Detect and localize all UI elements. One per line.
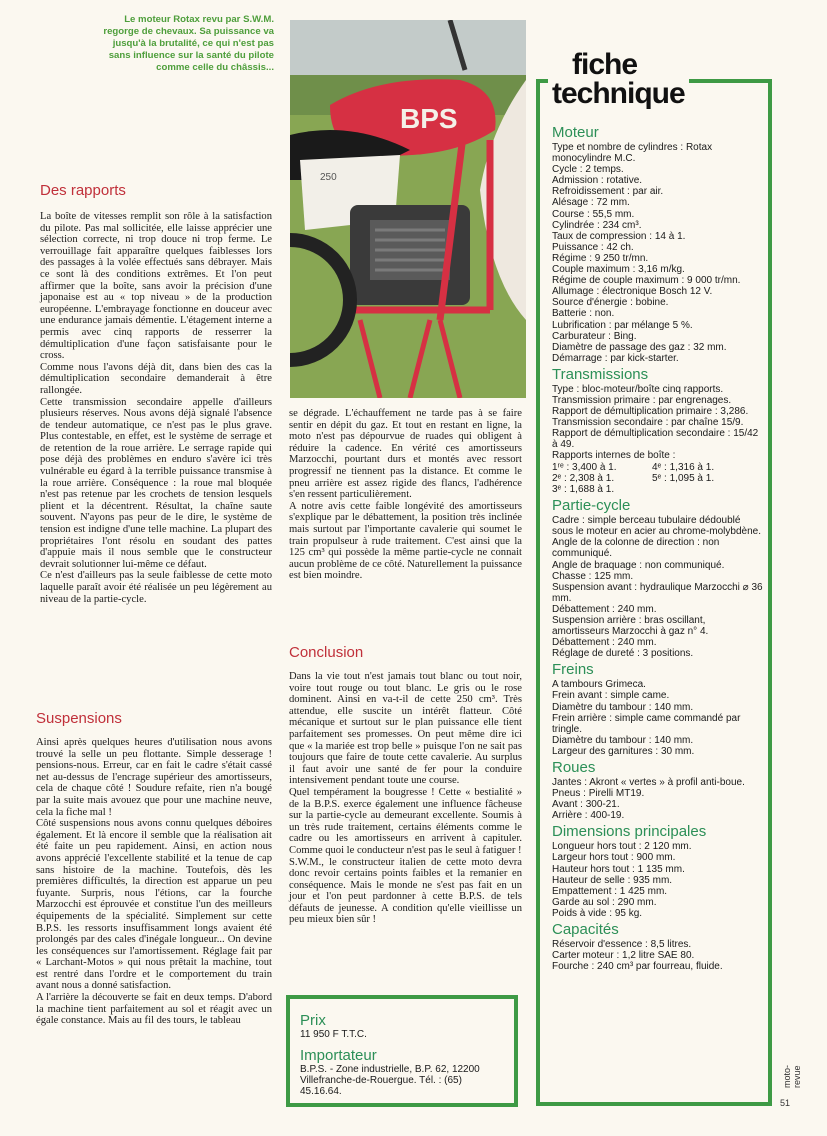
spec-item: Lubrification : par mélange 5 %. (552, 319, 693, 331)
spec-item: Cadre : simple berceau tubulaire dédoublé sous le moteur en acier au chrome-molybdène. (552, 515, 761, 538)
moteur-list (552, 142, 764, 364)
spec-item: Rapport de démultiplication primaire : 3,286. (552, 406, 749, 418)
spec-item: Démarrage : par kick-starter. (552, 352, 679, 364)
transmissions-title: Transmissions (552, 365, 649, 383)
section-rapports (40, 182, 272, 605)
spec-item: Rapports internes de boîte : (552, 450, 676, 462)
page-number: 51 (780, 1098, 791, 1108)
partie-cycle-title: Partie-cycle (552, 497, 631, 515)
fiche-content (552, 122, 764, 972)
fiche-technique-title (548, 50, 689, 108)
spec-item: Diamètre de passage des gaz : 32 mm. (552, 341, 727, 353)
spec-item: Fourche : 240 cm³ par fourreau, fluide. (552, 961, 723, 973)
fiche-title-line2: technique (552, 77, 685, 110)
spec-item: Poids à vide : 95 kg. (552, 907, 643, 919)
spec-item: Empattement : 1 425 mm. (552, 885, 668, 897)
spec-item: Largeur des garnitures : 30 mm. (552, 745, 695, 757)
spec-item: Débattement : 240 mm. (552, 603, 657, 615)
section-title: Des rapports (40, 182, 126, 199)
spec-item: Puissance : 42 ch. (552, 241, 634, 253)
spec-item: Alésage : 72 mm. (552, 197, 630, 209)
spec-item: Régime : 9 250 tr/mn. (552, 252, 649, 264)
spec-item: Allumage : électronique Bosch 12 V. (552, 286, 713, 298)
prix-box (286, 995, 518, 1107)
spec-item: Type : bloc-moteur/boîte cinq rapports. (552, 383, 724, 395)
ratio-row (552, 462, 764, 473)
section-text: Dans la vie tout n'est jamais tout blanc ou tout noir, voire tout rouge ou tout blanc. Le gris ou le rose dominent. Ainsi en va-t-il de cette 250 cm³. Très attendue, elle suscite un intérêt flatteur. Côté mécanique et surtout sur le plan puissance elle tient parfaitement ses promesses. On peut même dire ici que « la mariée est trop belle » puisque l'on ne sait pas toujours que faire de toute cette cavalerie. Au surplus il faut avoir une santé de fer pour la conduire intensivement pendant toute une course. Quel tempérament la bougresse ! Cette « bestialité » de la B.P.S. exerce également une influence fâcheuse sur la partie-cycle au demeurant excellente. Soumis à un très rude traitement, certains éléments comme le cadre ou les amortisseurs en arrivent à capituler. Comme quoi le conducteur n'est pas le seul à fatiguer ! S.W.M., le constructeur italien de cette moto devra donc revoir certains points faibles et la remanier en conséquence. Mais le monde ne s'est pas fait en un jour et l'on peut pardonner à cette B.P.S. de tels défauts de jeunesse. A condition qu'elle vieillisse un peu mieux bien sûr ! (289, 671, 522, 926)
section-text: Ainsi après quelques heures d'utilisation nous avons trouvé la selle un peu flottante. Simple desserage ! pensions-nous. Erreur, car en fait le cadre s'était cassé net au-dessus de l'encrage supérieur des amortisseurs, cela de chaque côté ! Soudure refaite, rien n'a bougé par la suite mais avouez que pour une machine neuve, cela la fiche mal ! Côté suspensions nous avons connu quelques déboires également. Et là encore il semble que la réalisation ait été faite un peu rapidement. Ainsi, en action nous avons apprécié l'excellente stabilité et la tenue de cap sans histoire de la machine. Toutefois, dès les premières difficultés, la direction est apparue un peu fuyante. Surpris, nous l'étions, car la fourche Marzocchi est éprouvée et constitue l'un des meilleurs équipements de la spécialité. Simplement sur cette B.P.S. les ressorts insuffisamment longs avaient été prolongés par des cales d'inégale longueur... On devine les conséquences sur l'amortissement. Réglage fait par « Larchant-Motos » qui nous prêtait la machine, tout est rentré dans l'ordre et le comportement du train avant nous a donné satisfaction. A l'arrière la découverte se fait en deux temps. D'abord la machine tient parfaitement au sol et réagit avec un égale constance. Mais au fil des tours, le tableau (36, 737, 272, 1027)
spec-item: Hauteur de selle : 935 mm. (552, 874, 673, 886)
importateur-title: Importateur (300, 1047, 377, 1064)
spec-item: Course : 55,5 mm. (552, 208, 635, 220)
section-title: Conclusion (289, 644, 364, 661)
ratios-list (552, 462, 764, 496)
spec-item: Cycle : 2 temps. (552, 164, 624, 176)
roues-list (552, 777, 764, 821)
capacites-list (552, 939, 764, 972)
spec-item: Source d'énergie : bobine. (552, 297, 669, 309)
partie-cycle-list (552, 515, 764, 659)
magazine-name: moto-revue (782, 1064, 802, 1088)
spec-item: Carburateur : Bing. (552, 330, 637, 342)
spec-item: Réglage de dureté : 3 positions. (552, 648, 694, 660)
ratio-value: 5ᵉ : 1,095 à 1. (652, 472, 715, 484)
spec-item: Avant : 300-21. (552, 799, 620, 811)
ratio-value: 1ʳᵉ : 3,400 à 1. (552, 461, 617, 473)
ratio-row (552, 484, 764, 495)
spec-item: Garde au sol : 290 mm. (552, 896, 657, 908)
dimensions-title: Dimensions principales (552, 823, 707, 841)
section-text: La boîte de vitesses remplit son rôle à la satisfaction du pilote. Pas mal sollicitée, elle laisse apprécier une sélection correcte, ni trop douce ni trop ferme. Le verrouillage fait apparaître quelques faiblesses lors des passages à la volée effectués sans débrayer. Mais ce sont là des conditions extrêmes. Et l'on peut affirmer que la boîte, sans avoir la précision d'une japonaise est au « top niveau » de la production européenne. L'embrayage fonctionne en douceur avec une endurance jamais démentie. L'étagement interne a permis avec cinq rapports de resserrer la démultiplication d'une façon satisfaisante pour le cross. Comme nous l'avons déjà dit, dans bien des cas la démultiplication secondaire demanderait à être rallongée. Cette transmission secondaire appelle d'ailleurs plusieurs réserves. Nous avons déjà signalé l'absence de tendeur automatique, ce n'est pas le plus grave. Plus contestable, en effet, est le système de serrage et de retention de la roue arrière. Le serrage rapide qui pose déjà des problèmes en enduro s'avère ici très vulnérable eu égard à la terrible puissance transmise à la roue arrière. Conséquence : la roue mal bloquée n'est pas retenue par les crochets de tension lesquels plient et la décentrent. Résultat, la chaîne saute souvent. N'ayons pas peur de le dire, le système de tension est indigne d'une telle machine. La plupart des propriétaires l'ont résolu en soudant des pattes d'appuie mais il nous semble que le constructeur devrait solutionner lui-même ce défaut. Ce n'est d'ailleurs pas la seule faiblesse de cette moto laquelle paraît avoir été réalisée un peu légèrement au niveau de la partie-cycle. (40, 211, 272, 605)
spec-item: Suspension avant : hydraulique Marzocchi ⌀ 36 mm. (552, 581, 763, 604)
tank-logo: BPS (400, 103, 458, 134)
spec-item: Largeur hors tout : 900 mm. (552, 852, 676, 864)
dimensions-list (552, 841, 764, 919)
spec-item: Rapport de démultiplication secondaire : 15/42 à 49. (552, 428, 759, 451)
motorcycle-photo (290, 20, 526, 398)
roues-title: Roues (552, 759, 596, 777)
section-conclusion (289, 644, 522, 926)
spec-item: Taux de compression : 14 à 1. (552, 230, 686, 242)
spec-item: Débattement : 240 mm. (552, 637, 657, 649)
spec-item: A tambours Grimeca. (552, 679, 646, 691)
motorcycle-illustration (290, 20, 526, 398)
spec-item: Arrière : 400-19. (552, 810, 625, 822)
freins-list (552, 679, 764, 757)
ratio-row (552, 473, 764, 484)
spec-item: Longueur hors tout : 2 120 mm. (552, 841, 692, 853)
transmissions-list (552, 384, 764, 462)
spec-item: Transmission secondaire : par chaîne 15/9. (552, 417, 744, 429)
spec-item: Diamètre du tambour : 140 mm. (552, 734, 694, 746)
spec-item: Frein avant : simple came. (552, 690, 670, 702)
prix-title: Prix (300, 1012, 326, 1029)
capacites-title: Capacités (552, 921, 619, 939)
spec-item: Angle de la colonne de direction : non communiqué. (552, 537, 720, 560)
spec-item: Angle de braquage : non communiqué. (552, 559, 725, 571)
spec-item: Chasse : 125 mm. (552, 570, 634, 582)
section-suspensions (36, 710, 272, 1027)
spec-item: Jantes : Akront « vertes » à profil anti-boue. (552, 777, 745, 789)
spec-item: Régime de couple maximum : 9 000 tr/mn. (552, 275, 741, 287)
section-title: Suspensions (36, 710, 122, 727)
freins-title: Freins (552, 661, 594, 679)
spec-item: Hauteur hors tout : 1 135 mm. (552, 863, 685, 875)
prix-value: 11 950 F T.T.C. (300, 1029, 367, 1040)
ratio-value: 4ᵉ : 1,316 à 1. (652, 461, 715, 473)
spec-item: Refroidissement : par air. (552, 186, 664, 198)
spec-item: Couple maximum : 3,16 m/kg. (552, 264, 685, 276)
spec-item: Diamètre du tambour : 140 mm. (552, 701, 694, 713)
spec-item: Admission : rotative. (552, 175, 643, 187)
ratio-value: 3ᵉ : 1,688 à 1. (552, 483, 615, 495)
spec-item: Transmission primaire : par engrenages. (552, 394, 732, 406)
spec-item: Suspension arrière : bras oscillant, amortisseurs Marzocchi à gaz n° 4. (552, 614, 709, 638)
spec-item: Pneus : Pirelli MT19. (552, 788, 645, 800)
ratio-value: 2ᵉ : 2,308 à 1. (552, 472, 615, 484)
side-number: 250 (320, 172, 337, 183)
spec-item: Réservoir d'essence : 8,5 litres. (552, 939, 692, 951)
spec-item: Batterie : non. (552, 308, 615, 320)
fiche-title-line1: fiche (572, 48, 638, 81)
section-middle (289, 408, 522, 582)
importateur-text: B.P.S. - Zone industrielle, B.P. 62, 12200 Villefranche-de-Rouergue. Tél. : (65) 45.16.64. (300, 1064, 480, 1097)
section-text: se dégrade. L'échauffement ne tarde pas à se faire sentir en dépit du gaz. Et tout en restant en ligne, la moto n'est pas dépourvue de ruades qui obligent à réduire la cadence. En vérité ces amortisseurs Marzocchi, pourtant durs et montés avec ressort progressif ne tiennent pas la distance. Et comme le pneu arrière est assez rigide des flancs, l'adhérence s'en ressent particulièrement. A notre avis cette faible longévité des amortisseurs s'explique par le débattement, la position très inclinée mais surtout par l'importante cavalerie qui soumet le train propulseur à rude traitement. C'est ainsi que la 125 cm³ qui possède la même partie-cycle ne connait aucun problème de ce côté. Naturellement la puissance est bien moindre. (289, 408, 522, 582)
spec-item: Type et nombre de cylindres : Rotax monocylindre M.C. (552, 142, 713, 165)
spec-item: Frein arrière : simple came commandé par tringle. (552, 712, 741, 735)
photo-caption: Le moteur Rotax revu par S.W.M. regorge de chevaux. Sa puissance va jusqu'à la brutalité, ce qui n'est pas sans influence sur la santé du pilote comme celle du châssis... (103, 14, 274, 73)
spec-item: Cylindrée : 234 cm³. (552, 219, 642, 231)
moteur-title: Moteur (552, 124, 599, 141)
spec-item: Carter moteur : 1,2 litre SAE 80. (552, 950, 695, 962)
